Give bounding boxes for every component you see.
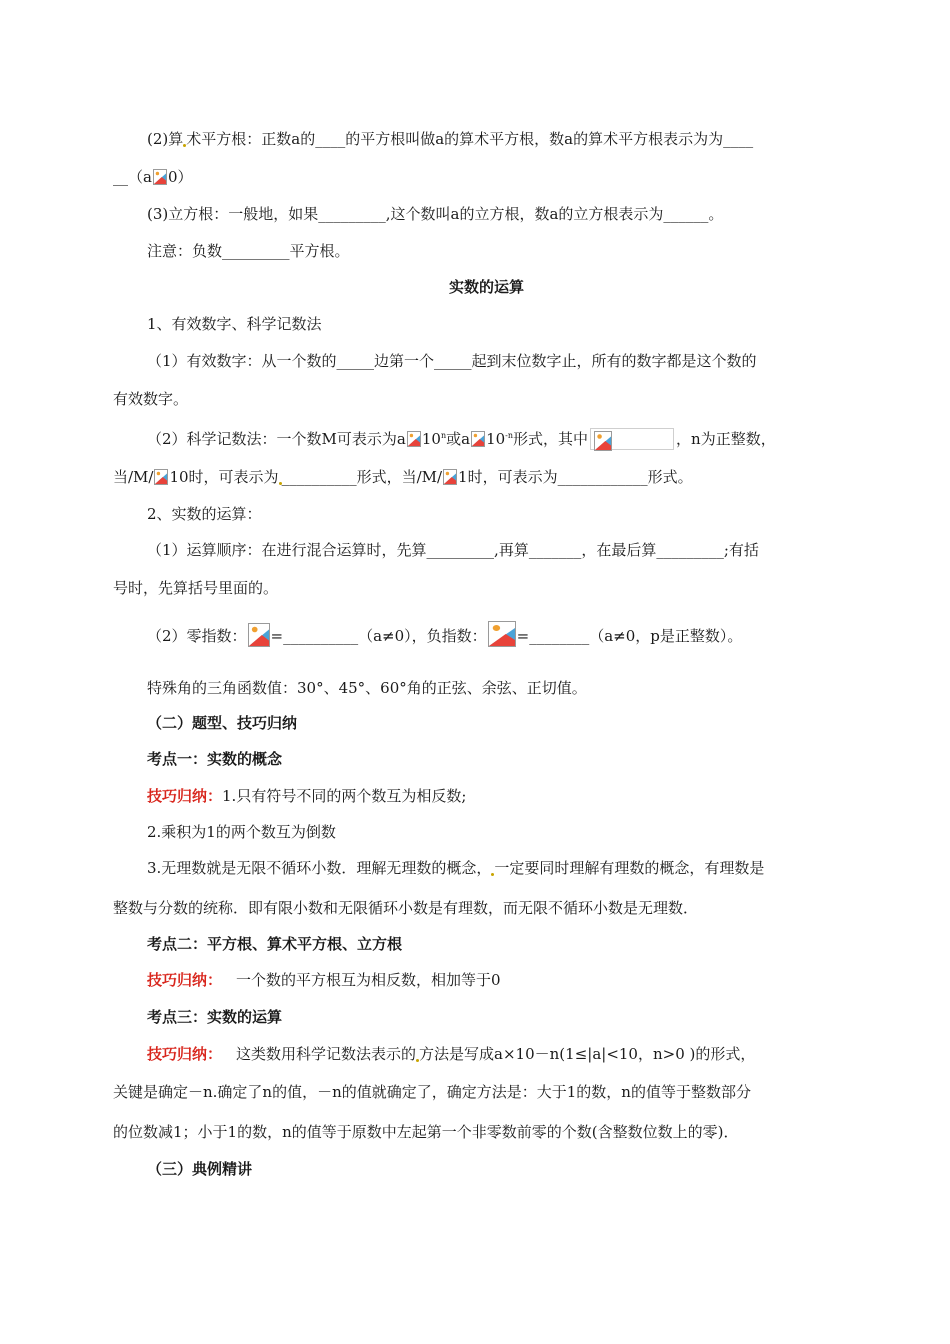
tip-label: 技巧归纳： [147, 971, 223, 989]
k1-tip3-line-2: 整数与分数的统称．即有限小数和无限循环小数是有理数，而无限不循环小数是无理数． [113, 899, 699, 917]
sig-figures-line-1: （1）有效数字：从一个数的_____边第一个_____起到末位数字止，所有的数字都是这个数的 [147, 352, 757, 370]
tip-label: 技巧归纳： [147, 787, 223, 805]
arith-root-line-2: __（a 0） [113, 168, 193, 186]
s2-title: 2、实数的运算： [147, 505, 262, 523]
k3-line-2: 关键是确定－n.确定了n的值，－n的值就确定了，确定方法是：大于1的数，n的值等于整数部分 [113, 1083, 751, 1101]
cube-root-line: (3)立方根：一般地，如果_________,这个数叫a的立方根，数a的立方根表示为______。 [147, 205, 724, 223]
arith-root-line-1: (2)算 术平方根：正数a的____的平方根叫做a的算术平方根，数a的算术平方根表示为为____ [147, 130, 754, 148]
section-title: 实数的运算 [449, 278, 525, 296]
placeholder-image-icon [153, 169, 167, 185]
k3-title: 考点三：实数的运算 [147, 1008, 283, 1026]
placeholder-image-icon [407, 431, 421, 447]
formula-frame [590, 428, 674, 450]
placeholder-image-icon [488, 621, 516, 647]
k1-tip1-line: 技巧归纳：1.只有符号不同的两个数互为相反数; [147, 787, 467, 805]
placeholder-image-icon [154, 469, 168, 485]
k1-title: 考点一：实数的概念 [147, 750, 283, 768]
order-line-1: （1）运算顺序：在进行混合运算时，先算_________,再算_______，在最后算_________;有括 [147, 541, 759, 559]
k2-tip-line: 技巧归纳： 一个数的平方根互为相反数，相加等于0 [147, 971, 501, 989]
note-line: 注意：负数_________平方根。 [147, 242, 350, 260]
part2-title: （二）题型、技巧归纳 [147, 714, 298, 732]
part3-title: （三）典例精讲 [147, 1160, 253, 1178]
sig-figures-line-2: 有效数字。 [113, 390, 189, 408]
tip-label: 技巧归纳： [147, 1045, 223, 1063]
placeholder-image-icon [443, 469, 457, 485]
placeholder-image-icon [471, 431, 485, 447]
k3-tip-line-1: 技巧归纳： 这类数用科学记数法表示的 方法是写成a×10－n(1≤|a|<10，n>0 )的形式， [147, 1045, 756, 1063]
sci-notation-line-1: （2）科学记数法：一个数M可表示为a 10$^n$或a $10^{-n}$形式，其中 ，n为正整数， [147, 428, 776, 450]
placeholder-image-icon [594, 431, 612, 451]
k1-tip2-line: 2.乘积为1的两个数互为倒数 [147, 823, 336, 841]
k3-line-3: 的位数减1；小于1的数，n的值等于原数中左起第一个非零数前零的个数(含整数位数上的零)． [113, 1123, 739, 1141]
order-line-2: 号时，先算括号里面的。 [113, 579, 279, 597]
k1-tip3-line-1: 3.无理数就是无限不循环小数．理解无理数的概念， 一定要同时理解有理数的概念，有理数是 [147, 859, 765, 877]
placeholder-image-icon [248, 623, 270, 647]
sci-notation-line-2: 当/M/ 10时，可表示为 __________形式，当/M/ 1时，可表示为____________形式。 [113, 468, 693, 486]
k2-title: 考点二：平方根、算术平方根、立方根 [147, 935, 403, 953]
s1-title: 1、有效数字、科学记数法 [147, 315, 322, 333]
exponent-line: （2）零指数： =__________（a≠0），负指数： =________（a≠0，p是正整数）。 [147, 621, 742, 647]
trig-line: 特殊角的三角函数值：30°、45°、60°角的正弦、余弦、正切值。 [147, 679, 587, 697]
